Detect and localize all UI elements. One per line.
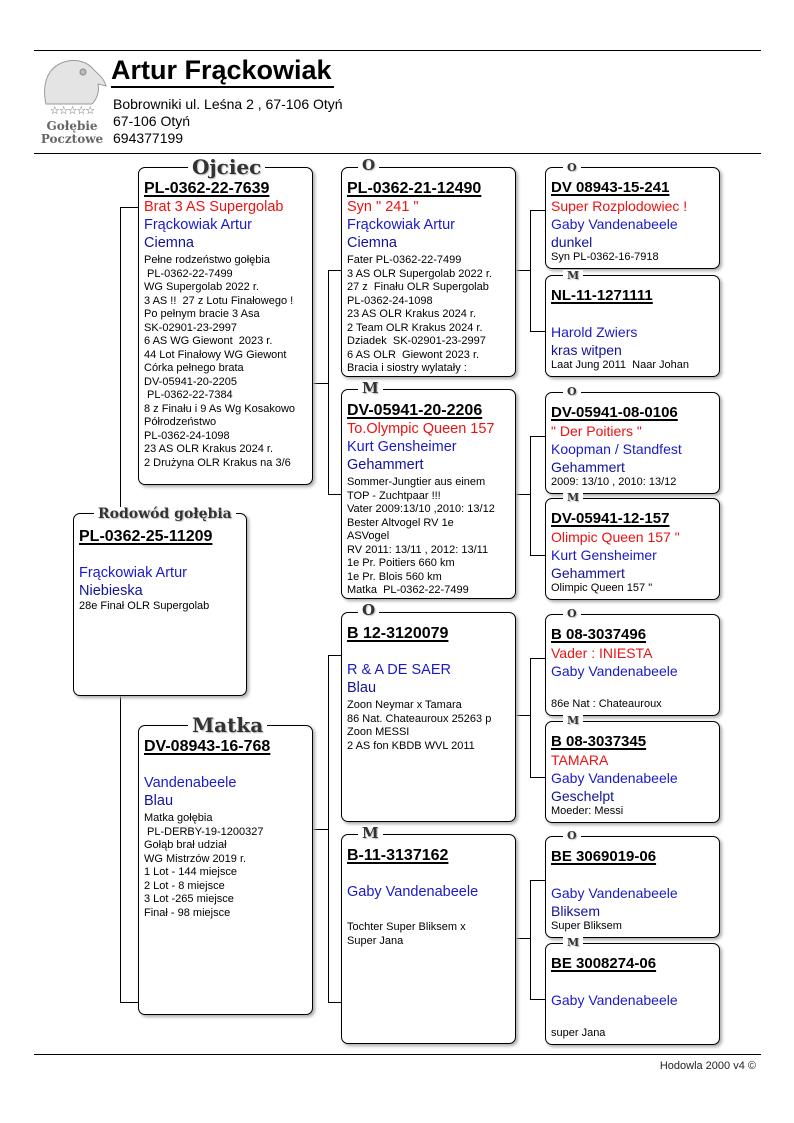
ring-number: NL-11-1271111	[551, 287, 653, 304]
breeder: Harold Zwiers	[551, 324, 638, 340]
logo-text-2: Pocztowe	[40, 132, 104, 146]
pigeon-name: Brat 3 AS Supergolab	[144, 199, 284, 215]
paternal-grandfather-card[interactable]	[341, 167, 516, 377]
notes: super Jana	[551, 1027, 606, 1039]
ring-number: PL-0362-21-12490	[347, 180, 482, 197]
notes: Olimpic Queen 157 "	[551, 582, 653, 594]
connector	[530, 658, 545, 659]
ancestor-card-fmm[interactable]	[545, 498, 720, 600]
logo-stars: ☆☆☆☆☆	[49, 104, 95, 117]
connector	[530, 210, 531, 332]
notes: Super Bliksem	[551, 920, 622, 932]
ancestor-legend: O	[563, 830, 581, 841]
connector	[313, 829, 328, 830]
ancestor-card-mmf[interactable]	[545, 836, 720, 938]
logo	[36, 56, 108, 148]
pigeon-name: Olimpic Queen 157 "	[551, 529, 680, 545]
connector	[515, 494, 530, 495]
breeder: Kurt Gensheimer	[347, 439, 457, 455]
footer-credit: Hodowla 2000 v4 ©	[659, 1060, 756, 1072]
owner-name: Artur Frąckowiak	[111, 54, 334, 88]
connector	[328, 655, 341, 656]
notes: Matka gołębia PL-DERBY-19-1200327 Gołąb brał udział WG Mistrzów 2019 r. 1 Lot - 144 miejsce 2 Lot - 8 miejsce 3 Lot -265 miejsce Finał - 98 miejsce	[144, 812, 264, 919]
ring-number: B 12-3120079	[347, 625, 449, 642]
breeder: Vandenabeele	[144, 775, 237, 791]
header-rule	[34, 153, 761, 154]
breeder: Frąckowiak Artur	[144, 217, 252, 233]
ancestor-card-fff[interactable]	[545, 167, 720, 269]
color: Blau	[144, 793, 174, 809]
ring-number: BE 3008274-06	[551, 955, 657, 972]
connector	[515, 715, 530, 716]
connector	[530, 331, 545, 332]
father-card[interactable]	[138, 167, 313, 485]
connector	[328, 1002, 341, 1003]
ancestor-legend: M	[563, 270, 583, 281]
mother-legend: Matka	[188, 715, 267, 735]
ancestor-card-ffm[interactable]	[545, 275, 720, 377]
connector	[515, 938, 530, 939]
ancestor-card-mfm[interactable]	[545, 721, 720, 823]
owner-address: Bobrowniki ul. Leśna 2 , 67-106 Otyń	[113, 96, 343, 112]
color: Gehammert	[551, 459, 625, 475]
breeder: Gaby Vandenabeele	[551, 663, 678, 679]
connector	[530, 880, 545, 881]
notes: Moeder: Messi	[551, 805, 624, 817]
color: Ciemna	[347, 235, 397, 251]
ring-number: DV-05941-12-157	[551, 510, 670, 527]
father-legend: Ojciec	[188, 157, 265, 177]
breeder: Gaby Vandenabeele	[551, 216, 678, 232]
pigeon-name: Super Rozplodowiec !	[551, 198, 688, 214]
connector	[328, 270, 329, 495]
pigeon-name: " Der Poitiers "	[551, 423, 642, 439]
breeder: Gaby Vandenabeele	[347, 884, 479, 900]
ancestor-card-mmm[interactable]	[545, 943, 720, 1045]
color: Niebieska	[79, 583, 143, 599]
ring-number: DV-05941-08-0106	[551, 404, 678, 421]
pigeon-name: TAMARA	[551, 752, 609, 768]
maternal-grandmother-legend: M	[358, 826, 383, 841]
maternal-grandmother-card[interactable]	[341, 834, 516, 1044]
ring-number: DV-08943-16-768	[144, 738, 271, 755]
color: Ciemna	[144, 235, 194, 251]
breeder: Kurt Gensheimer	[551, 547, 657, 563]
ring-number: PL-0362-25-11209	[79, 528, 213, 545]
connector	[328, 494, 341, 495]
color: Gehammert	[347, 457, 424, 473]
connector	[530, 880, 531, 1000]
pigeon-head-icon	[36, 56, 108, 106]
notes: Fater PL-0362-22-7499 3 AS OLR Supergolab 2022 r. 27 z Finału OLR Supergolab PL-0362-24-1098 23 AS OLR Krakus 2024 r. 2 Team OLR Krakus 2024 r. Dziadek SK-02901-23-2997 6 AS OLR Giewont 2023 r. Bracia i siostry wylatały :	[347, 254, 492, 374]
breeder: R & A DE SAER	[347, 662, 451, 678]
connector	[328, 270, 341, 271]
owner-phone: 694377199	[113, 130, 184, 146]
color: Gehammert	[551, 565, 625, 581]
notes: Laat Jung 2011 Naar Johan	[551, 359, 690, 371]
notes: Sommer-Jungtier aus einem TOP - Zuchtpaar !!! Vater 2009:13/10 ,2010: 13/12 Bester Altvogel RV 1e ASVogel RV 2011: 13/11 , 2012: 13/11 1e Pr. Poitiers 660 km 1e Pr. Blois 560 km Matka PL-0362-22-7499	[347, 476, 495, 596]
breeder: Gaby Vandenabeele	[551, 885, 678, 901]
paternal-grandmother-card[interactable]	[341, 389, 516, 599]
connector	[530, 436, 531, 556]
paternal-grandfather-legend: O	[358, 158, 379, 173]
ancestor-card-fmf[interactable]	[545, 392, 720, 494]
pigeon-name: To.Olympic Queen 157	[347, 421, 495, 437]
breeder: Frąckowiak Artur	[79, 565, 187, 581]
ring-number: B 08-3037496	[551, 626, 647, 643]
connector	[530, 210, 545, 211]
owner-city: 67-106 Otyń	[113, 113, 191, 129]
connector	[120, 207, 121, 513]
footer-rule	[34, 1054, 761, 1055]
ring-number: B 08-3037345	[551, 733, 647, 750]
pigeon-name: Vader : INIESTA	[551, 645, 653, 661]
paternal-grandmother-legend: M	[358, 381, 383, 396]
notes: 86e Nat : Chateauroux	[551, 698, 662, 710]
notes: Pełne rodzeństwo gołębia PL-0362-22-7499 WG Supergolab 2022 r. 3 AS !! 27 z Lotu Finałowego ! Po pełnym bracie 3 Asa SK-02901-23-2997 6 AS WG Giewont 2023 r. 44 Lot Finałowy WG Giewont Córka pełnego brata DV-05941-20-2205 PL-0362-22-7384 8 z Finału i 9 As Wg Kosakowo Półrodzeństwo PL-0362-24-1098 23 AS OLR Krakus 2024 r. 2 Drużyna OLR Krakus na 3/6	[144, 254, 296, 469]
notes: Syn PL-0362-16-7918	[551, 251, 659, 263]
connector	[328, 655, 329, 1002]
color: Bliksem	[551, 903, 601, 919]
ring-number: B-11-3137162	[347, 847, 449, 864]
breeder: Gaby Vandenabeele	[551, 992, 678, 1008]
ring-number: DV-05941-20-2206	[347, 402, 483, 419]
connector	[530, 555, 545, 556]
ring-number: PL-0362-22-7639	[144, 180, 270, 197]
ring-number: BE 3069019-06	[551, 848, 657, 865]
pigeon-name: Syn " 241 "	[347, 199, 419, 215]
ancestor-legend: M	[563, 937, 583, 948]
ancestor-legend: O	[563, 608, 581, 619]
notes: 28e Finał OLR Supergolab	[79, 600, 210, 612]
connector	[530, 777, 545, 778]
maternal-grandfather-legend: O	[358, 603, 379, 618]
breeder: Frąckowiak Artur	[347, 217, 455, 233]
notes: Tochter Super Bliksem x Super Jana	[347, 921, 466, 947]
ancestor-card-mff[interactable]	[545, 614, 720, 716]
connector	[120, 207, 140, 208]
connector	[515, 270, 530, 271]
connector	[313, 383, 328, 384]
top-rule	[34, 50, 761, 51]
subject-legend: Rodowód gołębia	[94, 507, 236, 521]
ancestor-legend: O	[563, 386, 581, 397]
connector	[530, 436, 545, 437]
connector	[120, 1002, 140, 1003]
color: Blau	[347, 680, 377, 696]
connector	[530, 999, 545, 1000]
color: Geschelpt	[551, 788, 615, 804]
connector	[530, 658, 531, 778]
ancestor-legend: M	[563, 715, 583, 726]
notes: 2009: 13/10 , 2010: 13/12	[551, 476, 677, 488]
notes: Zoon Neymar x Tamara 86 Nat. Chateauroux 25263 p Zoon MESSI 2 AS fon KBDB WVL 2011	[347, 699, 492, 752]
maternal-grandfather-card[interactable]	[341, 612, 516, 822]
ancestor-legend: M	[563, 492, 583, 503]
connector	[120, 696, 121, 1002]
breeder: Koopman / Standfest	[551, 441, 682, 457]
subject-card[interactable]	[73, 513, 247, 696]
color: kras witpen	[551, 342, 622, 358]
mother-card[interactable]	[138, 725, 313, 1015]
ancestor-legend: O	[563, 162, 581, 173]
color: dunkel	[551, 234, 593, 250]
ring-number: DV 08943-15-241	[551, 179, 670, 196]
breeder: Gaby Vandenabeele	[551, 770, 678, 786]
logo-text-1: Gołębie	[46, 119, 98, 133]
